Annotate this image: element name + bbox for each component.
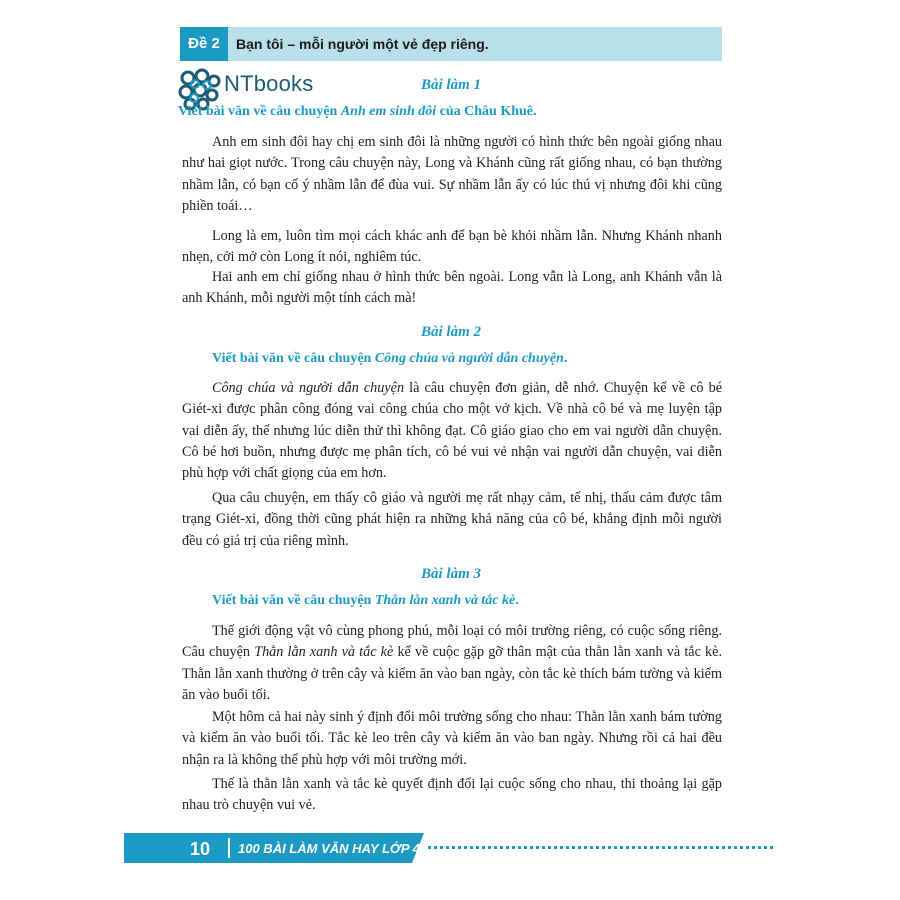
section-3-paragraph-2: Một hôm cả hai này sinh ý định đổi môi trường sống cho nhau: Thằn lằn xanh bám tường và kiếm ăn vào buổi tối. Tắc kè leo trên cây và kiếm ăn vào ban ngày. Nhưng rồi cả hai đều nhận ra là không thể phù hợp với môi trường mới. [182,709,722,768]
prompt-text: Viết bài văn về câu chuyện [178,104,341,119]
page-number: 10 [189,839,211,859]
story-title: Công chúa và người dẫn chuyện [212,380,405,396]
section-1-paragraph-1: Anh em sinh đôi hay chị em sinh đôi là những người có hình thức bên ngoài giống nhau như hai giọt nước. Trong câu chuyện này, Long và Khánh cũng rất giống nhau, có bạn thường nhầm lẫn, có bạn cố ý nhầm lẫn để đùa vui. Sự nhầm lẫn ấy có lúc thú vị nhưng đôi khi cũng phiền toái… [182,134,722,214]
prompt-text: của Châu Khuê. [436,104,537,119]
section-1-paragraph-2: Long là em, luôn tìm mọi cách khác anh để bạn bè khỏi nhầm lẫn. Nhưng Khánh nhanh nhẹn, cởi mở còn Long ít nói, nghiêm túc. [182,228,722,266]
exercise-tag: Đề 2 [180,27,228,61]
section-3-prompt [212,593,519,609]
section-2-prompt [212,351,567,367]
section-3-paragraph-1 [182,621,722,706]
prompt-text: . [515,593,519,608]
section-3-title: Bài làm 3 [420,566,481,582]
prompt-story-title: Công chúa và người dẫn chuyện [374,351,564,366]
section-1-paragraph-3: Hai anh em chỉ giống nhau ở hình thức bên ngoài. Long vẫn là Long, anh Khánh vẫn là anh Khánh, mỗi người một tính cách mà! [182,269,722,307]
prompt-story-title: Anh em sinh đôi [340,104,437,119]
section-3-paragraph-3: Thế là thằn lằn xanh và tắc kè quyết định đổi lại cuộc sống cho nhau, thi thoảng lại gặp nhau trò chuyện vui vẻ. [182,776,722,814]
section-1-title: Bài làm 1 [420,77,481,93]
logo-text: NTbooks [224,71,314,96]
paragraph-text: kể về cuộc gặp gỡ thân mật của thằn lằn xanh và tắc kè. Thằn lằn xanh thường ở trên cây và kiếm ăn vào ban ngày, còn tắc kè thích bám tường và kiếm ăn vào buổi tối. [182,644,722,703]
section-1-prompt [178,104,537,120]
prompt-text: Viết bài văn về câu chuyện [212,593,375,608]
story-title: Thằn lằn xanh và tắc kè [254,644,394,661]
section-2-title: Bài làm 2 [420,324,481,340]
prompt-story-title: Thằn lằn xanh và tắc kè [374,593,516,608]
exercise-title: Bạn tôi – mỗi người một vẻ đẹp riêng. [236,36,489,52]
book-title: 100 BÀI LÀM VĂN HAY LỚP 4 [238,841,420,856]
paragraph-text: Thế giới động vật vô cùng phong phú, mỗi loại có môi trường riêng, có cuộc sống riêng. Câu chuyện [182,623,722,661]
footer-divider [228,838,230,858]
footer-dotted-line [428,846,773,849]
prompt-text: Viết bài văn về câu chuyện [212,351,375,366]
section-2-paragraph-2: Qua câu chuyện, em thấy cô giáo và người mẹ rất nhạy cảm, tế nhị, thấu cảm được tâm trạng Giét-xi, đồng thời cũng phát hiện ra những khả năng của cô bé, khẳng định mỗi người đều có giá trị của riêng mình. [182,490,722,549]
prompt-text: . [563,351,568,366]
paragraph-text: là câu chuyện đơn giản, dễ nhớ. Chuyện kể về cô bé Giét-xi được phân công đóng vai công chúa cho một vở kịch. Về nhà cô bé và mẹ luyện tập vai diễn ấy, thế nhưng lúc diễn thử thì không đạt. Cô giáo giao cho em vai người dẫn chuyện. Cô bé hơi buồn, nhưng được mẹ phân tích, cô bé vui vẻ nhận vai người dẫn chuyện, vai diễn phù hợp với chất giọng của em hơn. [182,380,723,482]
section-2-paragraph-1 [182,378,722,484]
